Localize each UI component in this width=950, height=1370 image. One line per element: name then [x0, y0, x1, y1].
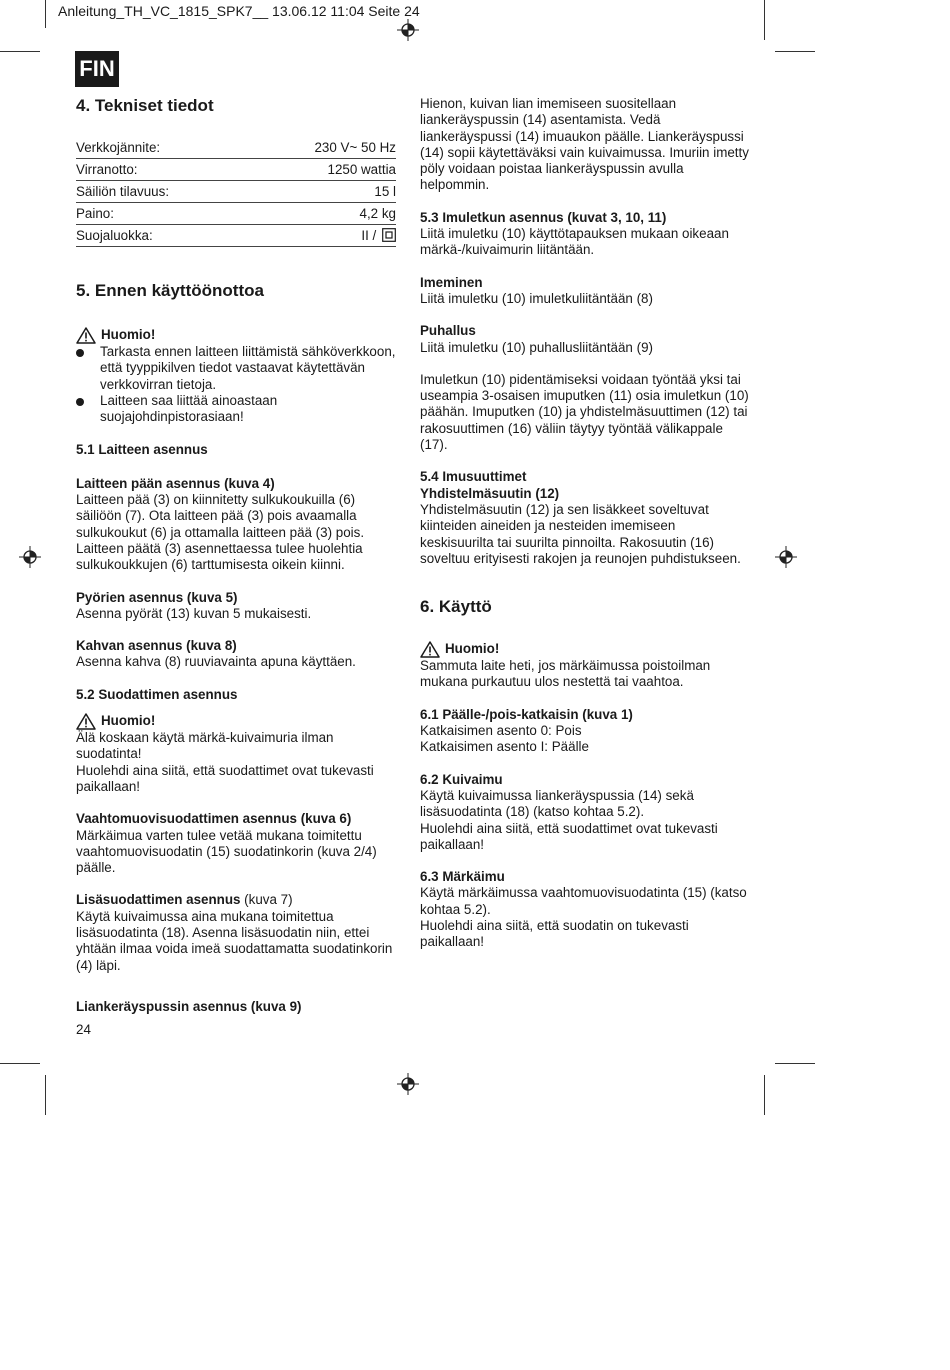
- subheading-line: [76, 892, 398, 908]
- footer-heading: Liankeräyspussin asennus (kuva 9): [76, 999, 302, 1014]
- warning-triangle-icon: [420, 641, 440, 658]
- subsection-title-5-2: 5.2 Suodattimen asennus: [76, 686, 238, 702]
- paragraph: Älä koskaan käytä märkä-kuivaimuria ilman suodatinta!: [76, 730, 334, 762]
- section-title-5: 5. Ennen käyttöönottoa: [76, 281, 264, 300]
- subheading: Vaahtomuovisuodattimen asennus (kuva 6): [76, 811, 352, 827]
- spec-label: Verkkojännite:: [76, 137, 247, 159]
- warning-triangle-icon: [76, 327, 96, 344]
- paragraph: Hienon, kuivan lian imemiseen suositellaan liankeräyspussin (14) asentamista. Vedä liankeräyspussi (14) imuaukon päälle. Liankeräyspussi (14) sopii käytettäväksi vain kuivaimussa. Imuriin imetty pöly voidaan poistaa liankeräyspussin avulla helpommin.: [420, 96, 749, 193]
- subheading: Laitteen pään asennus (kuva 4): [76, 475, 275, 491]
- table-row: [76, 203, 396, 225]
- spec-label: Säiliön tilavuus:: [76, 181, 247, 203]
- paragraph: Käytä kuivaimussa liankeräyspussia (14) sekä lisäsuodatinta (18) (katso kohtaa 5.2).: [420, 787, 694, 820]
- spec-value: II /: [361, 228, 377, 243]
- warning-heading: [76, 713, 398, 730]
- warning-label: Huomio!: [101, 713, 156, 729]
- table-row: [76, 225, 396, 247]
- section-title-6: 6. Käyttö: [420, 597, 492, 617]
- table-row: [76, 137, 396, 159]
- paragraph: Huolehdi aina siitä, että suodatin on tukevasti paikallaan!: [420, 917, 689, 950]
- section-title-4: 4. Tekniset tiedot: [76, 96, 214, 115]
- subheading: Imeminen: [420, 274, 483, 290]
- registration-mark-icon: [397, 19, 419, 41]
- language-badge: FIN: [75, 51, 119, 87]
- spec-label: Suojaluokka:: [76, 225, 247, 247]
- registration-mark-icon: [19, 546, 41, 568]
- bullet-list: [76, 344, 398, 425]
- subheading-ref: (kuva 7): [240, 892, 293, 908]
- registration-mark-icon: [775, 546, 797, 568]
- subheading: Pyörien asennus (kuva 5): [76, 589, 238, 605]
- print-header: Anleitung_TH_VC_1815_SPK7__ 13.06.12 11:04 Seite 24: [58, 3, 420, 19]
- paragraph: Asenna pyörät (13) kuvan 5 mukaisesti.: [76, 605, 312, 621]
- subsection-title-5-4: 5.4 Imusuuttimet: [420, 469, 527, 485]
- warning-triangle-icon: [76, 713, 96, 730]
- paragraph: Sammuta laite heti, jos märkäimussa poistoilman mukana purkautuu ulos nestettä tai vaahtoa.: [420, 658, 711, 690]
- warning-label: Huomio!: [101, 327, 156, 343]
- left-column: [76, 96, 398, 974]
- paragraph: Liitä imuletku (10) puhallusliitäntään (9): [420, 339, 653, 355]
- double-insulation-icon: [382, 228, 396, 242]
- warning-label: Huomio!: [445, 641, 500, 657]
- subsection-title-6-1: 6.1 Päälle-/pois-katkaisin (kuva 1): [420, 706, 633, 722]
- paragraph: Käytä kuivaimussa aina mukana toimitettua lisäsuodatinta (18). Asenna lisäsuodatin niin, ettei yhtään ilmaa voida imeä suodattamatta suodatinkorin (4) läpi.: [76, 908, 393, 973]
- spec-value: 15 l: [247, 181, 396, 203]
- warning-heading: [420, 641, 750, 658]
- paragraph: Imuletkun (10) pidentämiseksi voidaan työntää yksi tai useampia 3-osaisen imuputken (11) osia imuletkun (10) päähän. Imuputken (10) ja yhdistelmäsuuttimen (12) tai rakosuuttimen (16) väliin täytyy työntää välikappale (17).: [420, 371, 749, 453]
- paragraph: Liitä imuletku (10) käyttötapauksen mukaan oikeaan märkä-/kuivaimurin liitäntään.: [420, 226, 729, 258]
- table-row: [76, 159, 396, 181]
- subheading: Kahvan asennus (kuva 8): [76, 638, 237, 654]
- paragraph: Katkaisimen asento I: Päälle: [420, 739, 589, 755]
- spec-value-cell: [247, 225, 396, 247]
- page-number: 24: [76, 1022, 91, 1037]
- spec-table: [76, 137, 396, 247]
- subsection-title-6-3: 6.3 Märkäimu: [420, 869, 505, 885]
- spec-label: Paino:: [76, 203, 247, 225]
- subsection-title-5-3: 5.3 Imuletkun asennus (kuvat 3, 10, 11): [420, 209, 667, 225]
- spec-value: 230 V~ 50 Hz: [247, 137, 396, 159]
- paragraph: Katkaisimen asento 0: Pois: [420, 723, 582, 739]
- subheading: Puhallus: [420, 323, 476, 339]
- paragraph: Asenna kahva (8) ruuviavainta apuna käyttäen.: [76, 654, 356, 670]
- spec-value: 1250 wattia: [247, 159, 396, 181]
- paragraph: Käytä märkäimussa vaahtomuovisuodatinta (15) (katso kohtaa 5.2).: [420, 885, 747, 917]
- subsection-title-5-1: 5.1 Laitteen asennus: [76, 442, 208, 458]
- paragraph: Yhdistelmäsuutin (12) ja sen lisäkkeet soveltuvat kiinteiden aineiden ja nesteiden imemiseen keskisuurilta tai suurilta pinnoilta. Rakosuutin (16) soveltuu erityisesti rakojen ja reunojen puhdistukseen.: [420, 501, 741, 566]
- list-item: Tarkasta ennen laitteen liittämistä sähköverkkoon, että tyyppikilven tiedot vastaavat käytettävän verkkovirran tietoja.: [76, 344, 398, 393]
- list-item: Laitteen saa liittää ainoastaan suojajohdinpistorasiaan!: [76, 393, 398, 426]
- warning-heading: [76, 327, 398, 344]
- subsection-title-6-2: 6.2 Kuivaimu: [420, 771, 503, 787]
- subheading: Yhdistelmäsuutin (12): [420, 485, 560, 501]
- spec-value: 4,2 kg: [247, 203, 396, 225]
- paragraph: Laitteen pää (3) on kiinnitetty sulkukoukuilla (6) säiliöön (7). Ota laitteen pää (3) pois avaamalla sulkukoukut (6) ja ottamalla laitteen pää (3) pois. Laitteen päätä (3) asennettaessa tulee huolehtia sulkukoukkujen (6) tarttumisesta oikein kiinni.: [76, 492, 365, 573]
- paragraph: Märkäimua varten tulee vetää mukana toimitettu vaahtomuovisuodatin (15) suodatinkorin (kuva 2/4) päälle.: [76, 827, 377, 876]
- subheading: Lisäsuodattimen asennus: [76, 892, 241, 908]
- paragraph: Huolehdi aina siitä, että suodattimet ovat tukevasti paikallaan!: [420, 820, 718, 852]
- right-column: [420, 96, 750, 951]
- table-row: [76, 181, 396, 203]
- paragraph: Huolehdi aina siitä, että suodattimet ovat tukevasti paikallaan!: [76, 762, 374, 794]
- paragraph: Liitä imuletku (10) imuletkuliitäntään (8): [420, 290, 653, 306]
- registration-mark-icon: [397, 1073, 419, 1095]
- spec-label: Virranotto:: [76, 159, 247, 181]
